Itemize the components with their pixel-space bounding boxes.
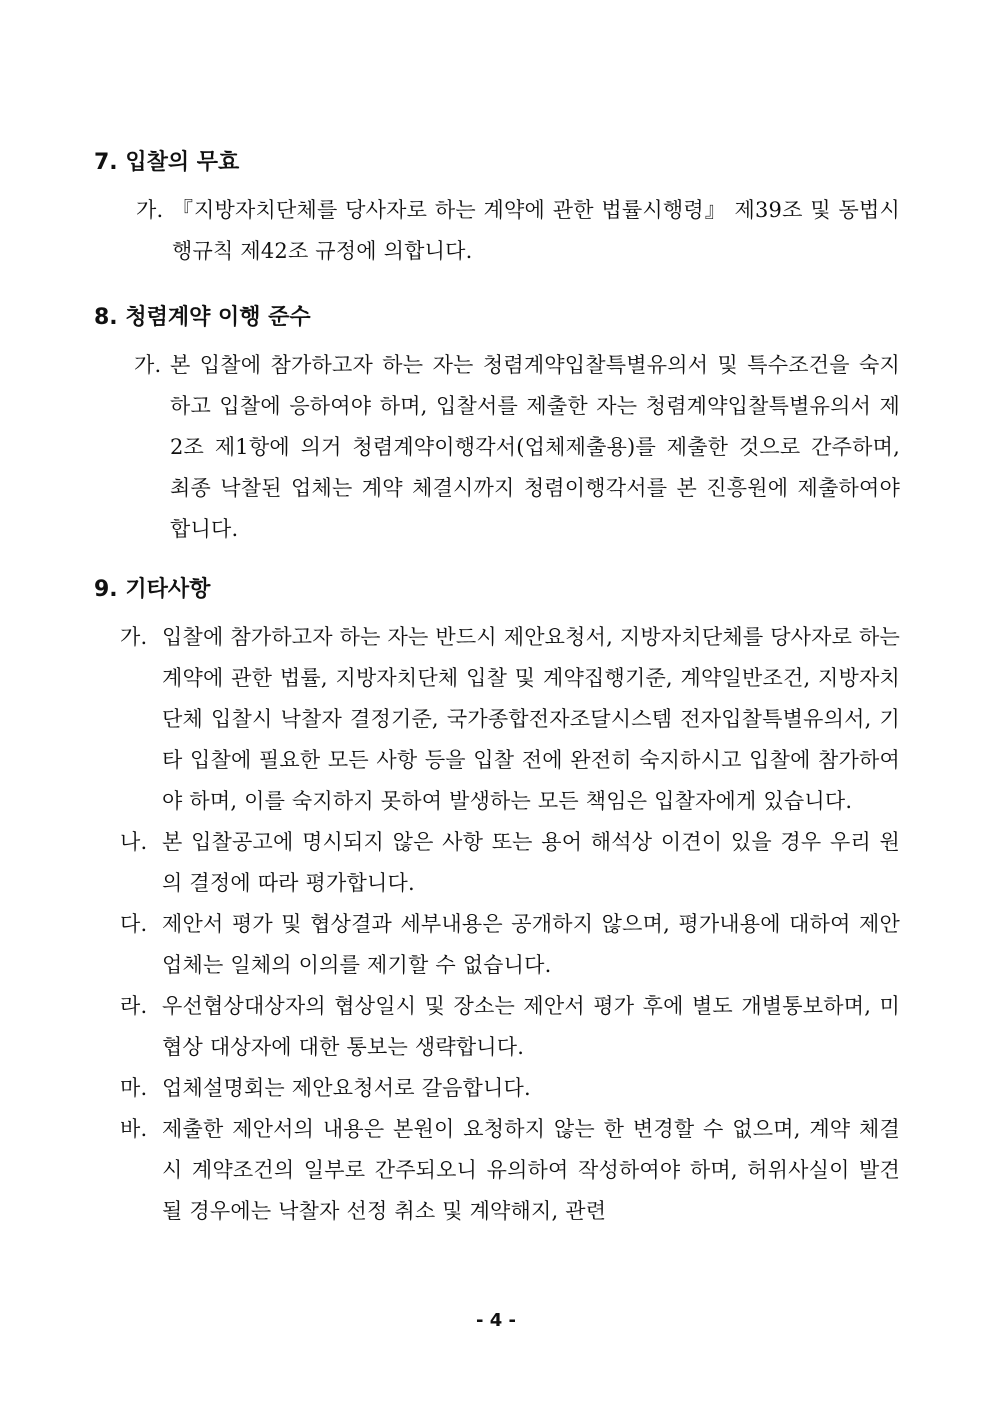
item-marker: 가. [136, 198, 164, 222]
list-item [120, 822, 900, 904]
item-marker: 가. [120, 625, 148, 649]
list-item [120, 986, 900, 1068]
section-title: 8. 청렴계약 이행 준수 [94, 305, 311, 330]
item-marker: 마. [120, 1076, 148, 1100]
section-invalid-bid [94, 148, 900, 272]
list-item [120, 1068, 900, 1109]
list-item [120, 1109, 900, 1232]
section-title: 7. 입찰의 무효 [94, 150, 240, 175]
list-item [134, 345, 900, 550]
item-marker: 라. [120, 994, 148, 1018]
list-item [136, 190, 900, 272]
list-item [120, 904, 900, 986]
item-text: 본 입찰공고에 명시되지 않은 사항 또는 용어 해석상 이견이 있을 경우 우리 원의 결정에 따라 평가합니다. [162, 830, 900, 895]
section-integrity-contract [94, 303, 900, 550]
item-marker: 다. [120, 912, 148, 936]
section-other-matters [94, 575, 900, 1232]
list-item [120, 617, 900, 822]
item-text: 제안서 평가 및 협상결과 세부내용은 공개하지 않으며, 평가내용에 대하여 제안업체는 일체의 이의를 제기할 수 없습니다. [162, 912, 900, 977]
item-text: 본 입찰에 참가하고자 하는 자는 청렴계약입찰특별유의서 및 특수조건을 숙지하고 입찰에 응하여야 하며, 입찰서를 제출한 자는 청렴계약입찰특별유의서 제2조 제1항에 의거 청렴계약이행각서(업체제출용)를 제출한 것으로 간주하며, 최종 낙찰된 업체는 계약 체결시까지 청렴이행각서를 본 진흥원에 제출하여야 합니다. [170, 353, 900, 541]
page-number: - 4 - [476, 1310, 516, 1331]
item-marker: 나. [120, 830, 148, 854]
item-text: 『지방자치단체를 당사자로 하는 계약에 관한 법률시행령』 제39조 및 동법시행규칙 제42조 규정에 의합니다. [172, 198, 900, 263]
item-text: 입찰에 참가하고자 하는 자는 반드시 제안요청서, 지방자치단체를 당사자로 하는 계약에 관한 법률, 지방자치단체 입찰 및 계약집행기준, 계약일반조건, 지방자치단체 입찰시 낙찰자 결정기준, 국가종합전자조달시스템 전자입찰특별유의서, 기타 입찰에 필요한 모든 사항 등을 입찰 전에 완전히 숙지하시고 입찰에 참가하여야 하며, 이를 숙지하지 못하여 발생하는 모든 책임은 입찰자에게 있습니다. [162, 625, 900, 813]
section-title: 9. 기타사항 [94, 577, 211, 602]
item-text: 제출한 제안서의 내용은 본원이 요청하지 않는 한 변경할 수 없으며, 계약 체결시 계약조건의 일부로 간주되오니 유의하여 작성하여야 하며, 허위사실이 발견 될 경우에는 낙찰자 선정 취소 및 계약해지, 관련 [162, 1117, 900, 1223]
item-marker: 바. [120, 1117, 148, 1141]
item-text: 업체설명회는 제안요청서로 갈음합니다. [162, 1076, 531, 1100]
item-marker: 가. [134, 353, 162, 377]
item-text: 우선협상대상자의 협상일시 및 장소는 제안서 평가 후에 별도 개별통보하며, 미협상 대상자에 대한 통보는 생략합니다. [162, 994, 900, 1059]
